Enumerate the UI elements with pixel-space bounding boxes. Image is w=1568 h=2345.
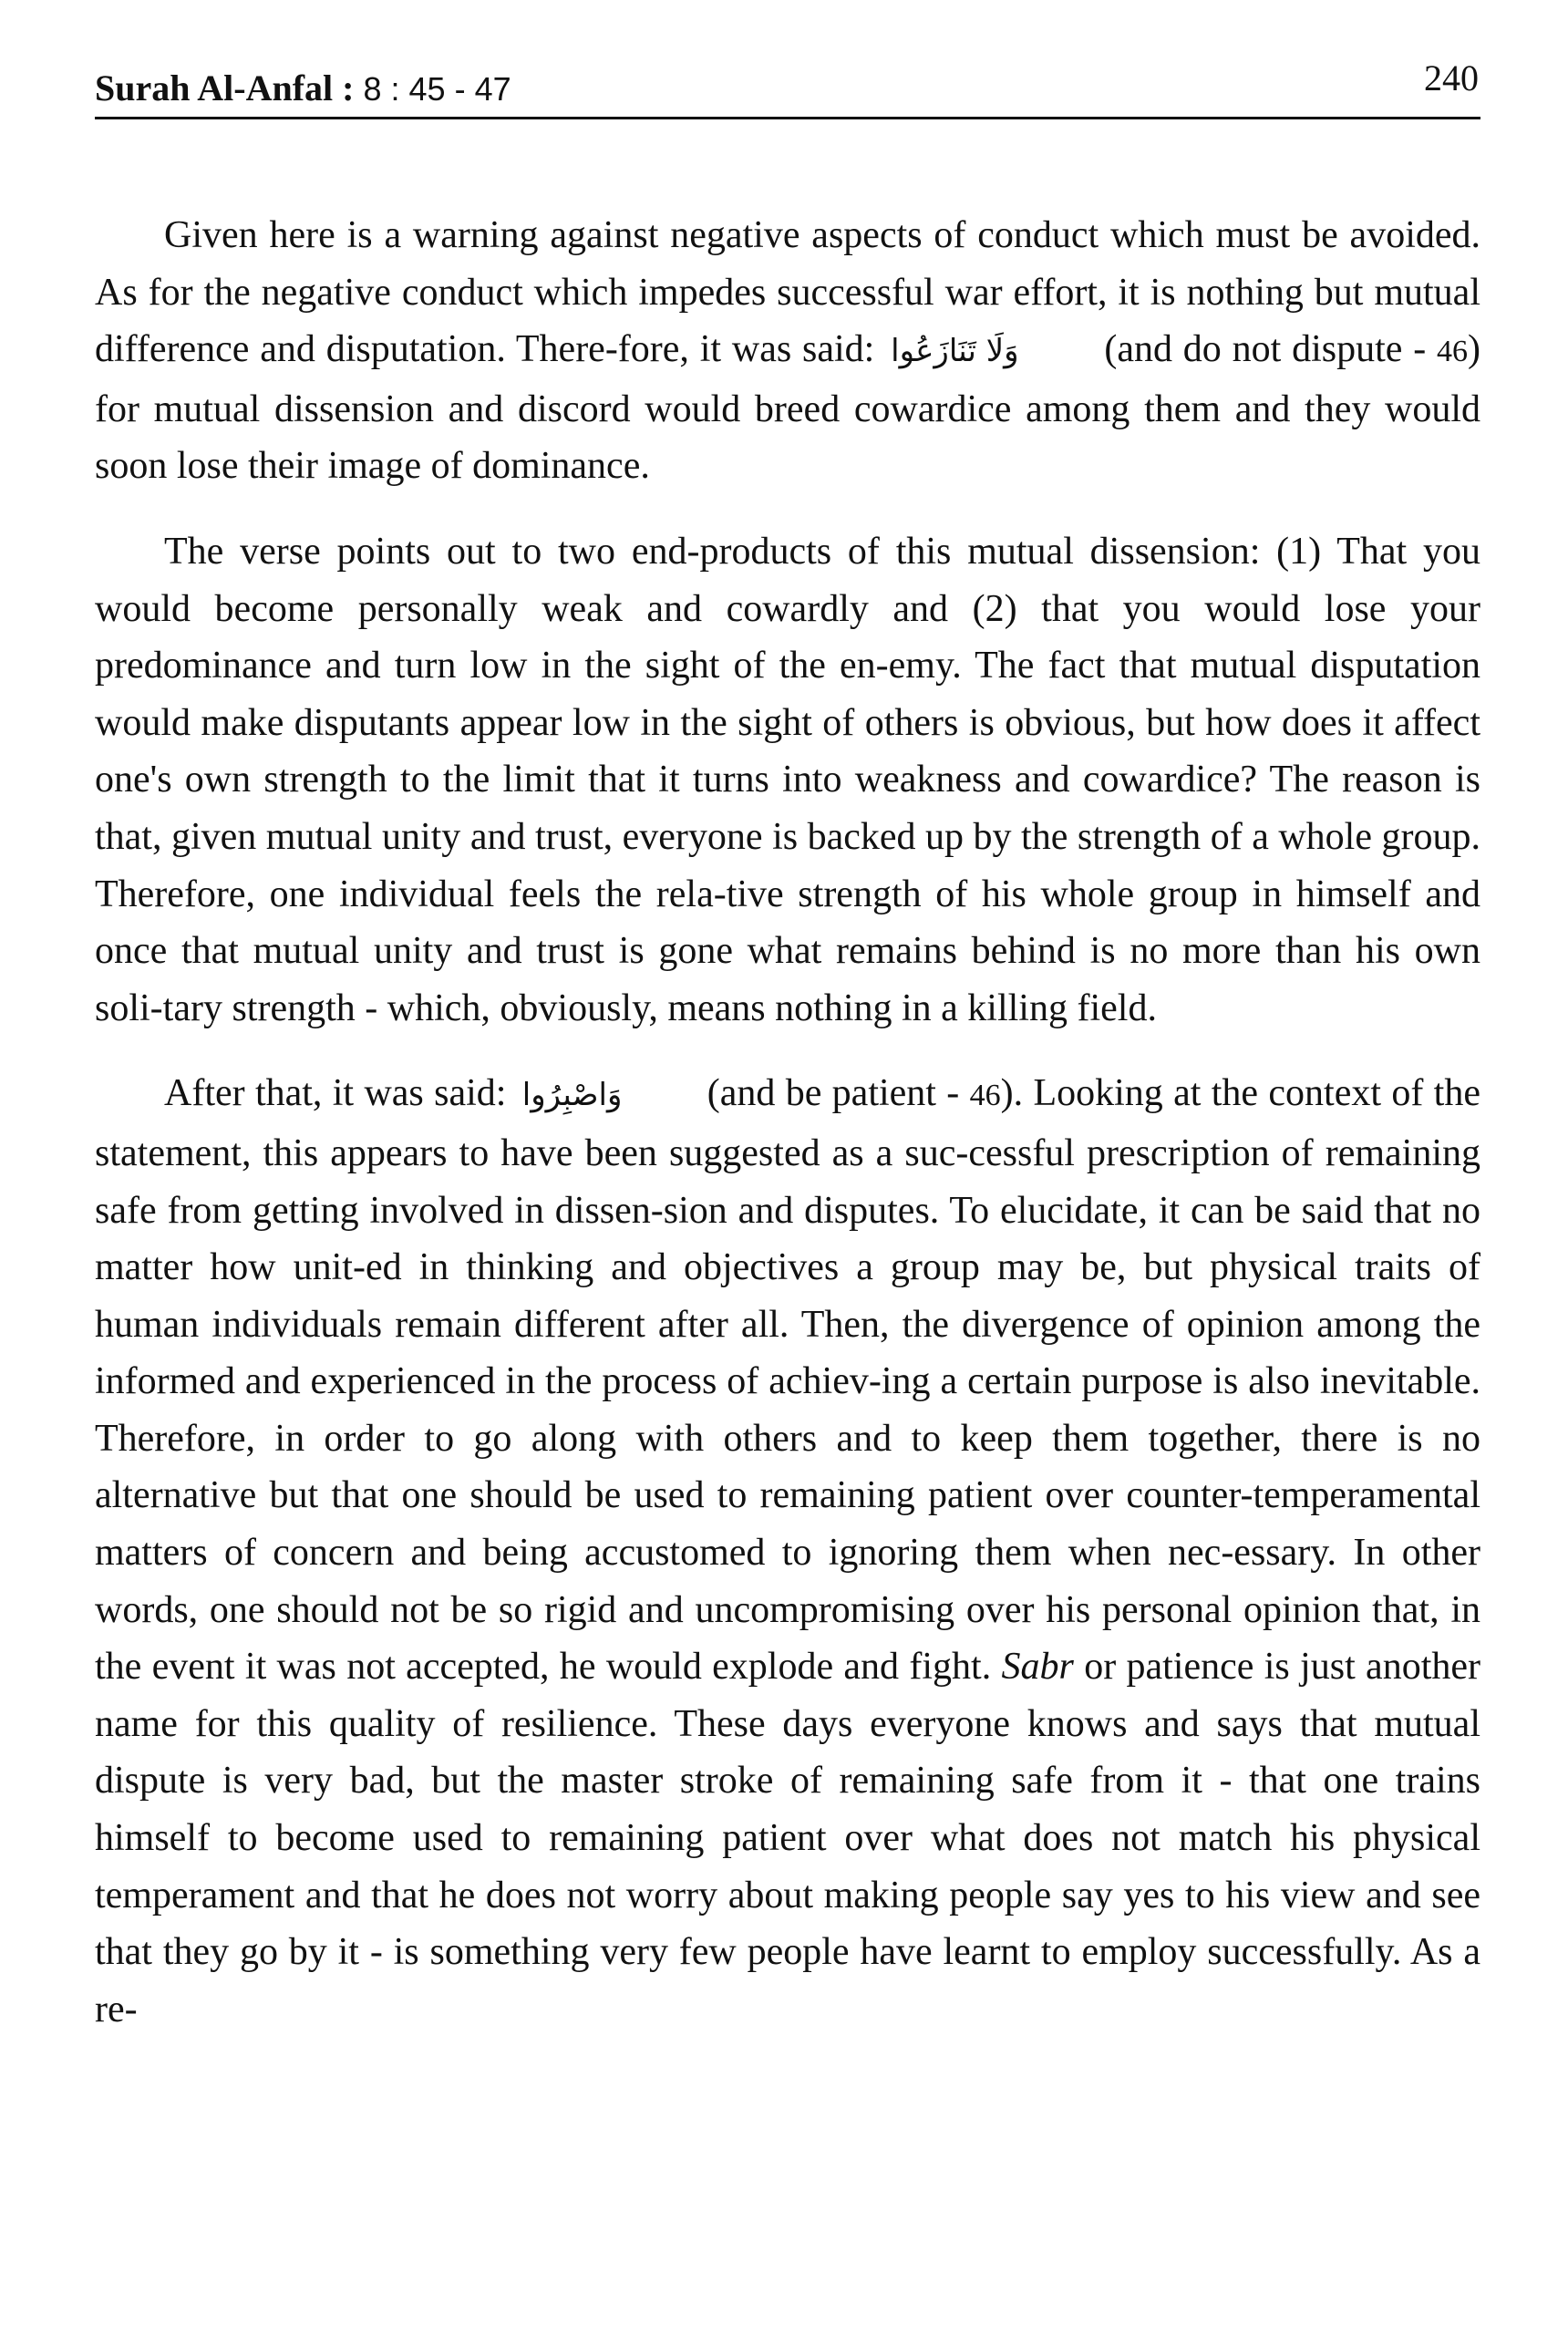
paragraph-2: The verse points out to two end-products of this mutual dissension: (1) That you would become personally weak and cowardly and (2) that you would lose your predominance and turn low in the sight of the en-emy. The fact that mutual disputation would make disputants appear low in the sight of others is obvious, but how does it affect one's own strength to the limit that it turns into weakness and cowardice? The reason is that, given mutual unity and trust, everyone is backed up by the strength of a whole group. Therefore, one individual feels the rela-tive strength of his whole group in himself and once that mutual unity and trust is gone what remains behind is no more than his own soli-tary strength - which, obviously, means nothing in a killing field. xyxy=(95,530,1480,1029)
paragraph-1-text-c: ) for mutual dissension and discord would breed cowardice among them and they would soon lose their image of dominance. xyxy=(95,328,1480,488)
book-page xyxy=(95,44,1480,2066)
paragraph-1 xyxy=(95,207,1480,495)
verse-number: 46 xyxy=(969,1079,1001,1113)
verse-reference: 8 : 45 - 47 xyxy=(363,70,511,108)
paragraph-1-text-a: Given here is a warning against negative aspects of conduct which must be avoided. As for the negative conduct which impedes successful war effort, it is nothing but mutual difference and disputation. There-fore, it was said: xyxy=(95,214,1480,371)
paragraph-3-text-d: or patience is just another name for this quality of resilience. These days everyone knows and says that mutual dispute is very bad, but the master stroke of remaining safe from it - that one trains himself to become used to remaining patient over what does not match his physical temperament and that he does not worry about making people say yes to his view and see that they go by it - is something very few people have learnt to employ successfully. As a re- xyxy=(95,1646,1480,2030)
paragraph-1-text-b: (and do not dispute - xyxy=(1093,328,1437,371)
paragraph-3-text-c: ). Looking at the context of the statement, this appears to have been suggested as a suc-cessful prescription of remaining safe from getting involved in dissen-sion and disputes. To elucidate, it can be said that no matter how unit-ed in thinking and objectives a group may be, but physical traits of human individuals remain different after all. Then, the divergence of opinion among the informed and experienced in the process of achiev-ing a certain purpose is also inevitable. Therefore, in order to go along with others and to keep them together, there is no alternative but that one should be used to remaining patient over counter-temperamental matters of concern and being accustomed to ignoring them when nec-essary. In other words, one should not be so rigid and uncompromising over his personal opinion that, in the event it was not accepted, he would explode and fight. xyxy=(95,1072,1480,1689)
paragraph-3-text-a: After that, it was said: xyxy=(164,1072,517,1115)
surah-name: Surah Al-Anfal xyxy=(95,67,334,108)
verse-number: 46 xyxy=(1437,335,1468,369)
paragraph-3 xyxy=(95,1065,1480,2038)
header-separator: : xyxy=(333,67,364,108)
header-title xyxy=(95,67,511,111)
paragraph-3-text-b: (and be patient - xyxy=(696,1072,970,1115)
running-header xyxy=(95,44,1480,119)
arabic-phrase-dispute: وَلَا تَنَازَعُوا xyxy=(891,333,1019,370)
page-body xyxy=(95,207,1480,2038)
page-number: 240 xyxy=(1424,57,1479,98)
term-sabr: Sabr xyxy=(1001,1646,1074,1689)
arabic-phrase-patient: وَاصْبِرُوا xyxy=(521,1077,623,1114)
